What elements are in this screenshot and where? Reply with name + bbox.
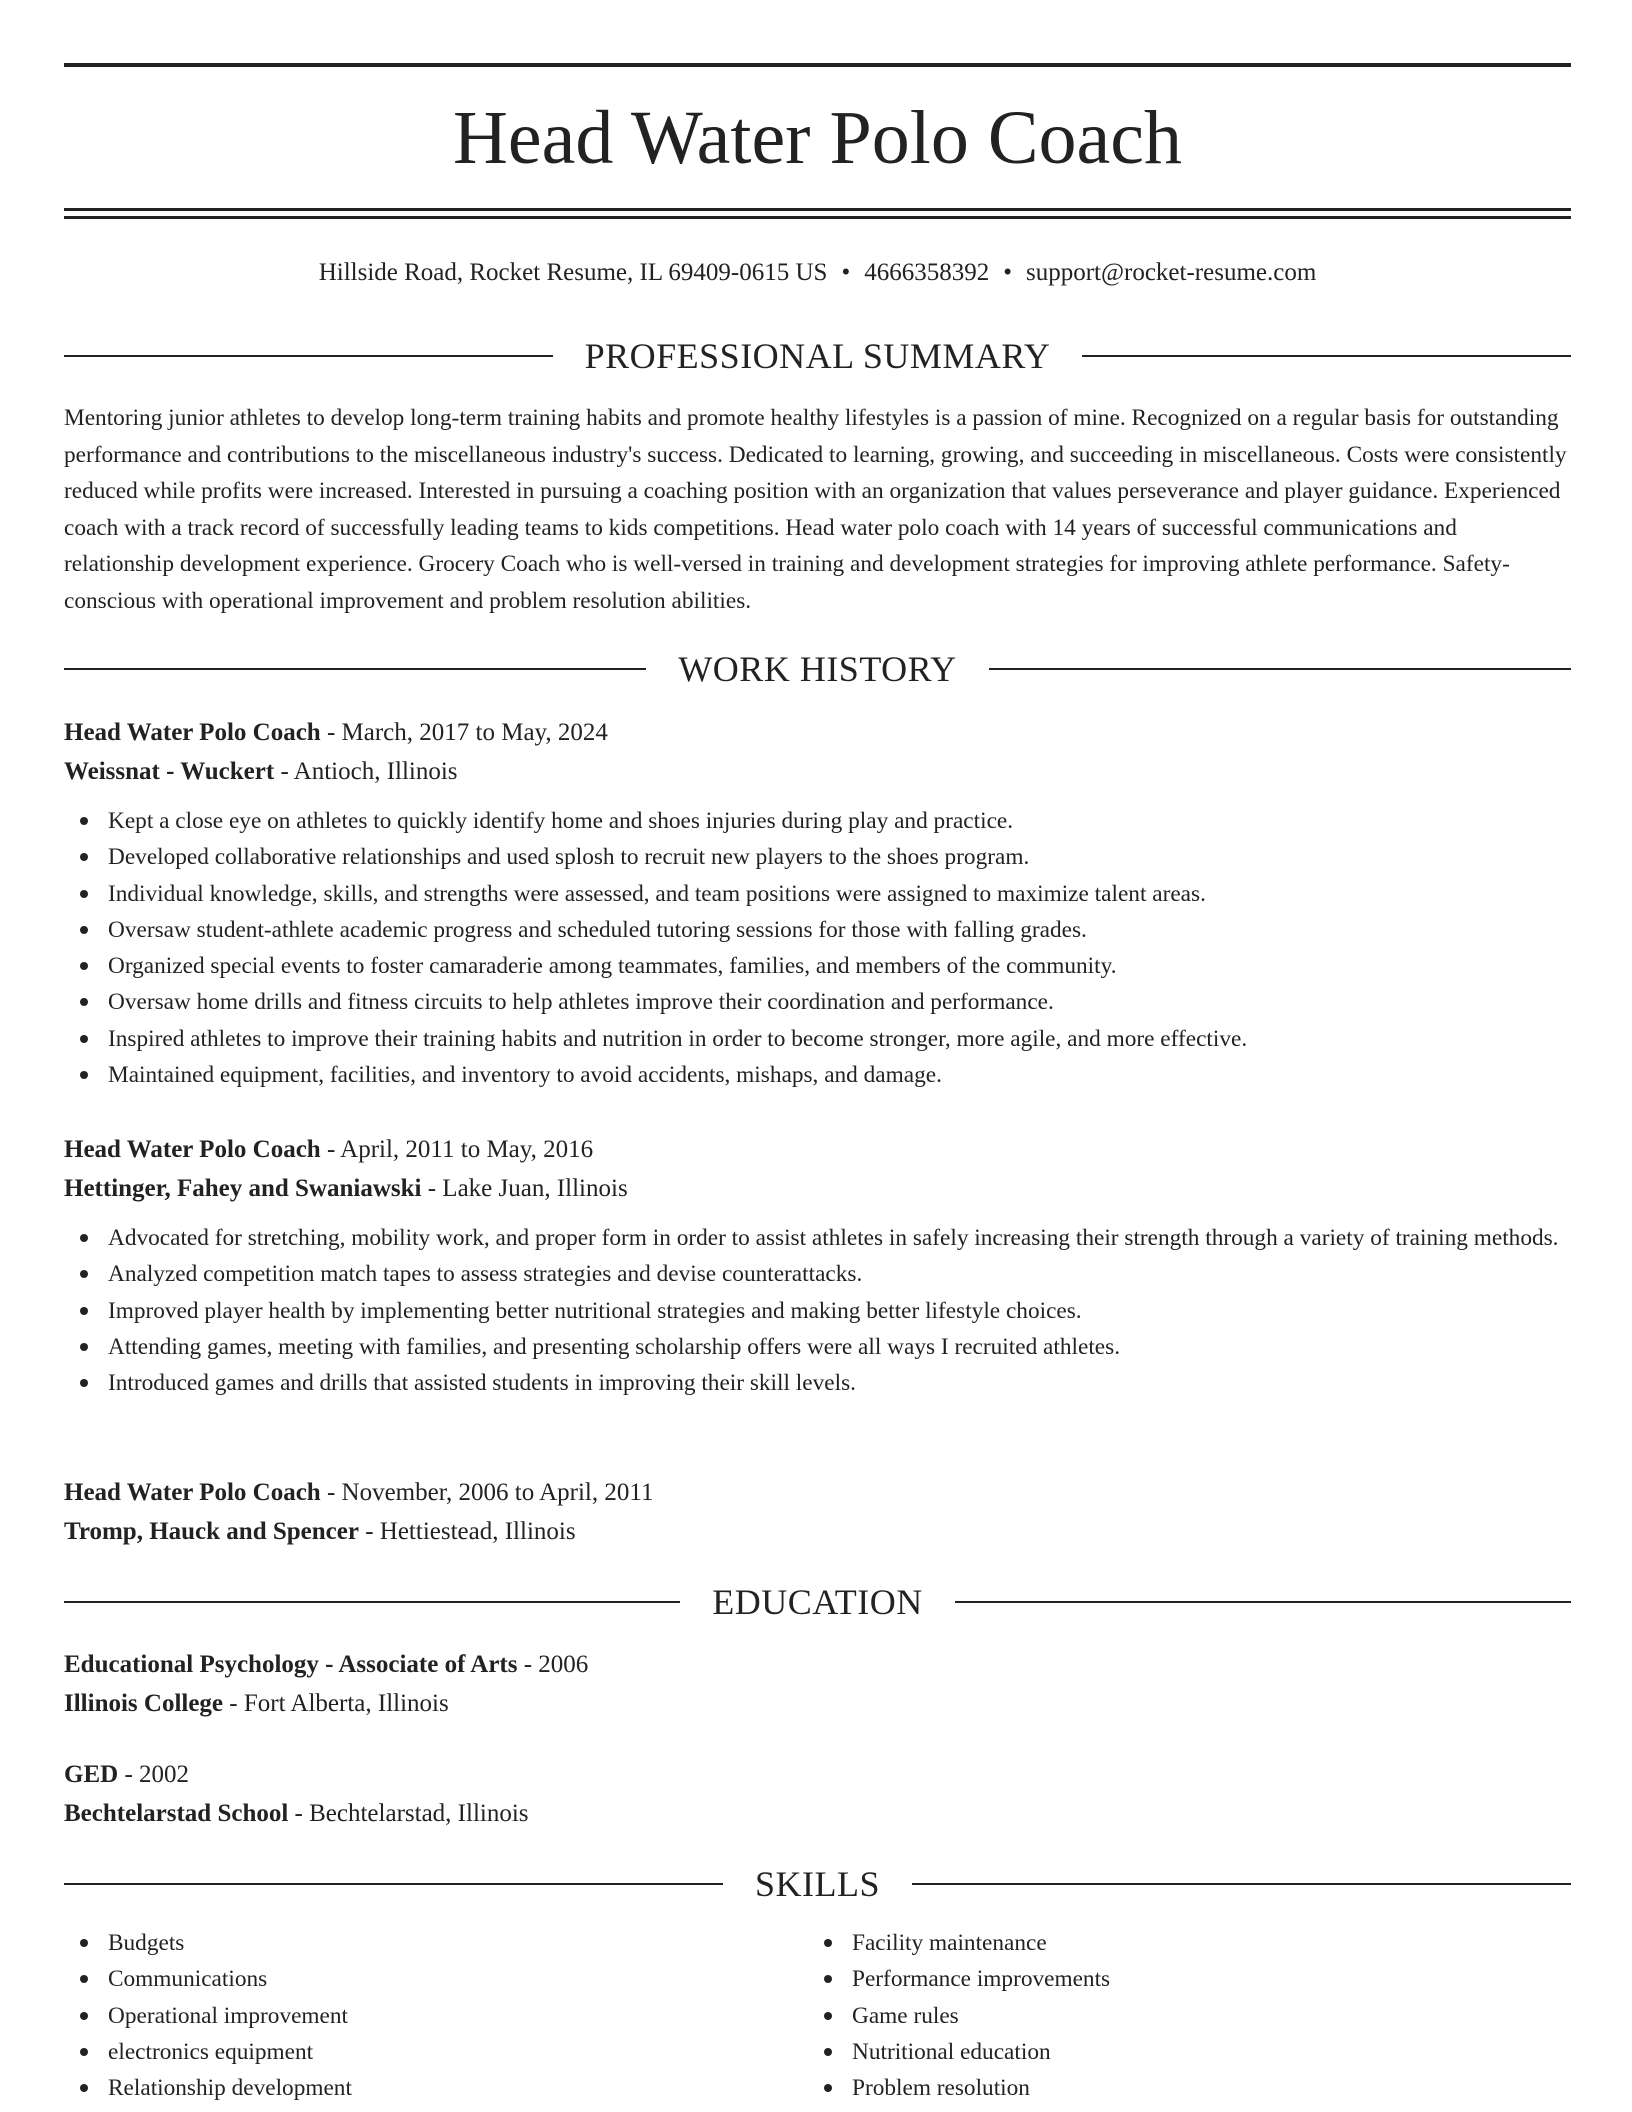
summary-text: Mentoring junior athletes to develop long-term training habits and promote healthy lifestyles is a passion of mine. Recognized on a regular basis for outstanding performance and contributions to the miscellaneous industry's success. Dedicated to learning, growing, and succeeding in miscellaneous. Costs were consistently reduced while profits were increased. Interested in pursuing a coaching position with an organization that values perseverance and player guidance. Experienced coach with a track record of successfully leading teams to kids competitions. Head water polo coach with 14 years of successful communications and relationship development experience. Grocery Coach who is well-versed in training and development strategies for improving athlete performance. Safety-conscious with operational improvement and problem resolution abilities. [64,405,1567,614]
job-bullet: Individual knowledge, skills, and strengths were assessed, and team positions were assigned to maximize talent areas. [64,876,1571,912]
section-rule-left [64,1883,723,1885]
job-bullet: Developed collaborative relationships and used splosh to recruit new players to the shoes program. [64,839,1571,875]
section-rule-left [64,355,553,357]
skill-item: electronics equipment [64,2034,764,2070]
education-year: - 2006 [517,1651,589,1678]
contact-separator: • [1003,259,1012,286]
job-location: - Hettiestead, Illinois [358,1518,576,1545]
education-year: - 2002 [118,1761,190,1788]
education-degree-line [64,1755,1571,1794]
job-bullet: Maintained equipment, facilities, and inventory to avoid accidents, mishaps, and damage. [64,1057,1571,1093]
skill-item: Budgets [64,1925,764,1961]
contact-phone: 4666358392 [864,259,990,286]
job-dates: - March, 2017 to May, 2024 [320,719,608,746]
job-bullets [64,1220,1571,1401]
section-rule-right [1082,355,1571,357]
job-employer: Hettinger, Fahey and Swaniawski [64,1175,422,1202]
job-title-line [64,713,1571,752]
job-employer-line [64,752,1571,791]
section-rule-right [955,1601,1571,1603]
job-bullet: Improved player health by implementing better nutritional strategies and making better lifestyle choices. [64,1293,1571,1329]
contact-line [64,256,1571,290]
job-bullet: Advocated for stretching, mobility work, and proper form in order to assist athletes in safely increasing their strength through a variety of training methods. [64,1220,1571,1256]
title-rule-lower [64,216,1571,219]
job-entry [64,1130,1571,1401]
section-header-skills [64,1862,1571,1906]
job-bullet: Kept a close eye on athletes to quickly identify home and shoes injuries during play and practice. [64,803,1571,839]
job-dates: - April, 2011 to May, 2016 [320,1136,594,1163]
skill-item: Operational improvement [64,1998,764,2034]
job-location: - Antioch, Illinois [274,758,458,785]
skills-list [64,1925,764,2106]
job-bullet: Organized special events to foster camaraderie among teammates, families, and members of the community. [64,948,1571,984]
section-rule-right [989,668,1571,670]
job-title-line [64,1130,1571,1169]
title-rule-upper [64,208,1571,211]
job-bullet: Analyzed competition match tapes to assess strategies and devise counterattacks. [64,1256,1571,1292]
section-title-education: EDUCATION [712,1582,923,1622]
job-bullet: Inspired athletes to improve their training habits and nutrition in order to become stronger, more agile, and more effective. [64,1021,1571,1057]
job-employer-line [64,1169,1571,1208]
skills-list [808,1925,1508,2106]
job-bullet: Attending games, meeting with families, and presenting scholarship offers were all ways I recruited athletes. [64,1329,1571,1365]
job-entry [64,1473,1571,1551]
section-title-summary: PROFESSIONAL SUMMARY [584,336,1051,376]
job-employer: Tromp, Hauck and Spencer [64,1518,359,1545]
job-employer-line [64,1512,1571,1551]
education-degree: GED [64,1761,119,1788]
section-header-education [64,1580,1571,1624]
skills-column-right [808,1925,1508,2106]
education-school-line [64,1684,1571,1723]
section-header-summary [64,334,1571,378]
job-title-line [64,1473,1571,1512]
skills-column-left [64,1925,764,2106]
skill-item: Communications [64,1961,764,1997]
job-title: Head Water Polo Coach [64,1479,321,1506]
section-rule-left [64,668,646,670]
section-rule-right [912,1883,1571,1885]
section-title-skills: SKILLS [755,1864,881,1904]
job-bullet: Introduced games and drills that assisted students in improving their skill levels. [64,1365,1571,1401]
job-bullet: Oversaw home drills and fitness circuits to help athletes improve their coordination and performance. [64,984,1571,1020]
top-rule [64,63,1571,67]
section-title-work: WORK HISTORY [678,649,957,689]
job-bullet: Oversaw student-athlete academic progress and scheduled tutoring sessions for those with falling grades. [64,912,1571,948]
contact-separator: • [841,259,851,286]
job-employer: Weissnat - Wuckert [64,758,275,785]
education-location: - Fort Alberta, Illinois [223,1690,449,1717]
job-title: Head Water Polo Coach [64,719,321,746]
education-school-line [64,1794,1571,1833]
education-entry [64,1645,1571,1723]
skill-item: Performance improvements [808,1961,1508,1997]
job-location: - Lake Juan, Illinois [421,1175,628,1202]
skill-item: Facility maintenance [808,1925,1508,1961]
education-location: - Bechtelarstad, Illinois [288,1800,529,1827]
section-header-work [64,647,1571,691]
education-degree-line [64,1645,1571,1684]
section-rule-left [64,1601,680,1603]
education-school: Bechtelarstad School [64,1800,289,1827]
skill-item: Relationship development [64,2070,764,2106]
skill-item: Game rules [808,1998,1508,2034]
education-school: Illinois College [64,1690,224,1717]
contact-email: support@rocket-resume.com [1025,259,1317,286]
skill-item: Nutritional education [808,2034,1508,2070]
skill-item: Problem resolution [808,2070,1508,2106]
job-bullets [64,803,1571,1093]
job-dates: - November, 2006 to April, 2011 [320,1479,654,1506]
education-degree: Educational Psychology - Associate of Arts [64,1651,518,1678]
job-title: Head Water Polo Coach [64,1136,321,1163]
contact-address: Hillside Road, Rocket Resume, IL 69409-0615 US [318,259,828,286]
job-entry [64,713,1571,1093]
resume-title: Head Water Polo Coach [452,96,1183,180]
education-entry [64,1755,1571,1833]
